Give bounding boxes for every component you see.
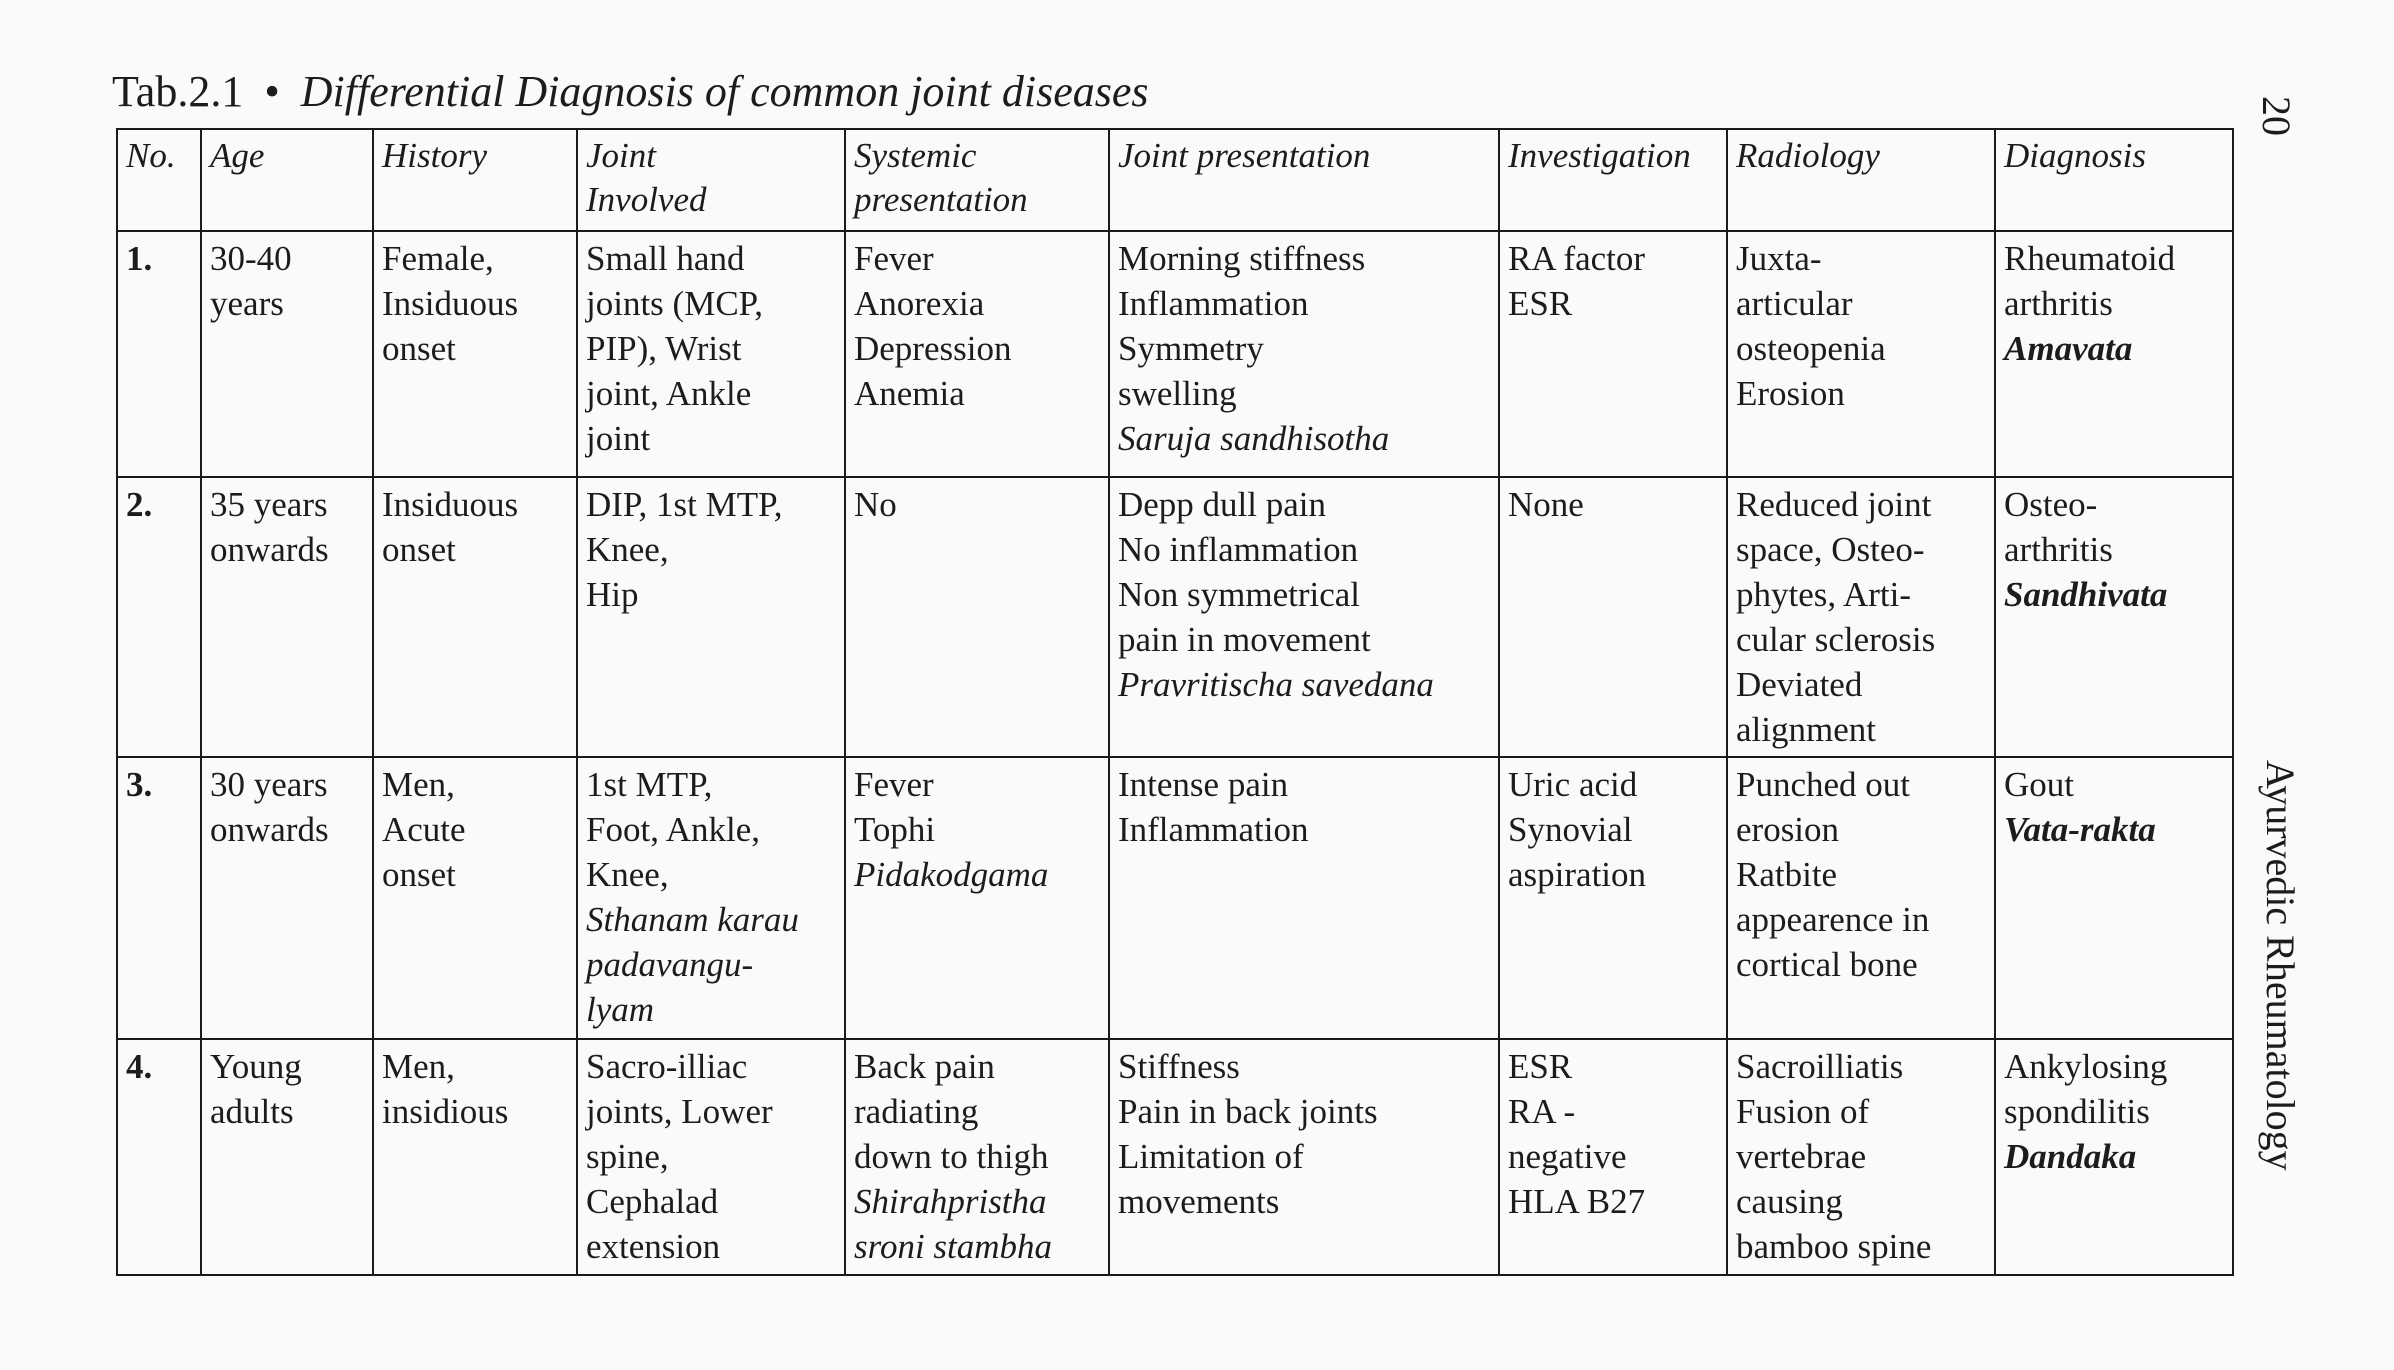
cell-line: Stiffness [1118, 1047, 1240, 1086]
cell-line: Uric acid [1508, 765, 1638, 804]
cell-radiology [1727, 477, 1995, 757]
cell-line: Fusion of [1736, 1092, 1870, 1131]
table-caption [112, 68, 1149, 116]
cell-joint-involved [577, 757, 845, 1039]
cell-no: 4. [117, 1039, 201, 1275]
cell-diagnosis [1995, 231, 2233, 477]
cell-no: 1. [117, 231, 201, 477]
header-label: presentation [854, 180, 1028, 219]
header-label: Involved [586, 180, 707, 219]
cell-line: No [854, 485, 897, 524]
cell-line: onwards [210, 530, 329, 569]
cell-line: Ratbite [1736, 855, 1838, 894]
page-number: 20 [2254, 96, 2299, 136]
cell-line: bamboo spine [1736, 1227, 1932, 1266]
header-joint-presentation [1109, 129, 1499, 231]
cell-line: Sthanam karau [586, 900, 799, 939]
cell-line: insidious [382, 1092, 509, 1131]
header-age [201, 129, 373, 231]
cell-line: alignment [1736, 710, 1876, 749]
cell-line: down to thigh [854, 1137, 1049, 1176]
cell-line: Female, [382, 239, 494, 278]
cell-line: onset [382, 855, 456, 894]
cell-line: sroni stambha [854, 1227, 1053, 1266]
cell-line: Rheumatoid [2004, 239, 2176, 278]
cell-line: pain in movement [1118, 620, 1371, 659]
cell-line: arthritis [2004, 284, 2113, 323]
cell-line: Intense pain [1118, 765, 1289, 804]
cell-systemic-presentation [845, 757, 1109, 1039]
cell-line: causing [1736, 1182, 1843, 1221]
cell-line: erosion [1736, 810, 1840, 849]
cell-line: HLA B27 [1508, 1182, 1646, 1221]
cell-line: Insiduous [382, 485, 519, 524]
cell-line: onwards [210, 810, 329, 849]
cell-age [201, 1039, 373, 1275]
cell-investigation [1499, 477, 1727, 757]
cell-line: negative [1508, 1137, 1627, 1176]
cell-line: None [1508, 485, 1584, 524]
header-label: Radiology [1736, 136, 1880, 175]
cell-line: 30 years [210, 765, 328, 804]
header-label: No. [126, 136, 176, 175]
cell-line: Juxta- [1736, 239, 1822, 278]
cell-line: radiating [854, 1092, 979, 1131]
cell-line: Symmetry [1118, 329, 1264, 368]
table-number: Tab.2.1 [112, 67, 244, 116]
cell-age [201, 231, 373, 477]
cell-radiology [1727, 757, 1995, 1039]
cell-age [201, 757, 373, 1039]
cell-line: Knee, [586, 855, 669, 894]
cell-line: Fever [854, 765, 934, 804]
cell-line: Sacroilliatis [1736, 1047, 1904, 1086]
cell-line: adults [210, 1092, 294, 1131]
header-label: History [382, 136, 487, 175]
cell-line: Insiduous [382, 284, 519, 323]
differential-diagnosis-table [116, 128, 2234, 1276]
cell-line: Inflammation [1118, 810, 1309, 849]
cell-line: Tophi [854, 810, 936, 849]
cell-line: Anorexia [854, 284, 985, 323]
cell-line: articular [1736, 284, 1853, 323]
cell-line: Young [210, 1047, 302, 1086]
cell-line: ESR [1508, 284, 1573, 323]
header-no [117, 129, 201, 231]
cell-line: Men, [382, 1047, 455, 1086]
table-title: Differential Diagnosis of common joint diseases [300, 67, 1149, 116]
cell-line: movements [1118, 1182, 1280, 1221]
cell-line: lyam [586, 990, 655, 1029]
cell-line: swelling [1118, 374, 1237, 413]
cell-joint-presentation [1109, 1039, 1499, 1275]
cell-line: Sacro-illiac [586, 1047, 748, 1086]
cell-line: onset [382, 329, 456, 368]
cell-line: joints, Lower [586, 1092, 773, 1131]
cell-line: aspiration [1508, 855, 1647, 894]
cell-line: cortical bone [1736, 945, 1918, 984]
cell-line: ESR [1508, 1047, 1573, 1086]
cell-diagnosis [1995, 477, 2233, 757]
cell-line: osteopenia [1736, 329, 1886, 368]
running-head: Ayurvedic Rheumatology [2258, 760, 2303, 1171]
cell-line: Fever [854, 239, 934, 278]
ayurvedic-diagnosis: Amavata [2004, 329, 2133, 368]
header-label: Joint presentation [1118, 136, 1371, 175]
cell-line: Reduced joint [1736, 485, 1932, 524]
cell-line: Morning stiffness [1118, 239, 1366, 278]
cell-investigation [1499, 757, 1727, 1039]
cell-line: onset [382, 530, 456, 569]
header-systemic-presentation [845, 129, 1109, 231]
cell-line: Limitation of [1118, 1137, 1304, 1176]
cell-line: joint [586, 419, 651, 458]
header-row [117, 129, 2233, 231]
cell-line: Ankylosing [2004, 1047, 2168, 1086]
cell-line: Deviated [1736, 665, 1863, 704]
cell-line: Gout [2004, 765, 2074, 804]
cell-age [201, 477, 373, 757]
cell-history [373, 757, 577, 1039]
table-row [117, 757, 2233, 1039]
cell-joint-presentation [1109, 757, 1499, 1039]
header-diagnosis [1995, 129, 2233, 231]
header-radiology [1727, 129, 1995, 231]
table-row [117, 231, 2233, 477]
ayurvedic-diagnosis: Vata-rakta [2004, 810, 2156, 849]
cell-line: appearence in [1736, 900, 1930, 939]
cell-line: cular sclerosis [1736, 620, 1936, 659]
cell-line: Osteo- [2004, 485, 2098, 524]
header-label: Investigation [1508, 136, 1691, 175]
cell-systemic-presentation [845, 1039, 1109, 1275]
cell-joint-involved [577, 231, 845, 477]
cell-line: PIP), Wrist [586, 329, 742, 368]
cell-line: Non symmetrical [1118, 575, 1361, 614]
cell-line: Cephalad [586, 1182, 719, 1221]
caption-bullet: • [264, 67, 280, 116]
cell-line: Anemia [854, 374, 965, 413]
cell-joint-presentation [1109, 477, 1499, 757]
cell-radiology [1727, 1039, 1995, 1275]
cell-line: DIP, 1st MTP, [586, 485, 783, 524]
cell-diagnosis [1995, 1039, 2233, 1275]
cell-line: joints (MCP, [586, 284, 763, 323]
cell-line: 30-40 [210, 239, 292, 278]
cell-line: Small hand [586, 239, 745, 278]
table-row [117, 1039, 2233, 1275]
cell-line: Knee, [586, 530, 669, 569]
cell-joint-involved [577, 1039, 845, 1275]
table-row [117, 477, 2233, 757]
header-label: Age [210, 136, 265, 175]
cell-investigation [1499, 231, 1727, 477]
cell-line: RA factor [1508, 239, 1646, 278]
cell-systemic-presentation [845, 231, 1109, 477]
cell-line: vertebrae [1736, 1137, 1867, 1176]
cell-no: 2. [117, 477, 201, 757]
cell-line: Men, [382, 765, 455, 804]
cell-joint-involved [577, 477, 845, 757]
cell-line: Saruja sandhisotha [1118, 419, 1390, 458]
cell-line: Punched out [1736, 765, 1911, 804]
cell-history [373, 1039, 577, 1275]
header-history [373, 129, 577, 231]
header-label: Diagnosis [2004, 136, 2146, 175]
cell-line: Hip [586, 575, 639, 614]
cell-line: Erosion [1736, 374, 1845, 413]
cell-line: spondilitis [2004, 1092, 2150, 1131]
cell-line: extension [586, 1227, 721, 1266]
cell-no: 3. [117, 757, 201, 1039]
cell-line: Depression [854, 329, 1012, 368]
cell-line: 35 years [210, 485, 328, 524]
cell-history [373, 231, 577, 477]
cell-line: arthritis [2004, 530, 2113, 569]
cell-diagnosis [1995, 757, 2233, 1039]
ayurvedic-diagnosis: Dandaka [2004, 1137, 2137, 1176]
header-label: Systemic [854, 136, 977, 175]
cell-joint-presentation [1109, 231, 1499, 477]
cell-systemic-presentation [845, 477, 1109, 757]
header-joint-involved [577, 129, 845, 231]
cell-line: spine, [586, 1137, 669, 1176]
cell-investigation [1499, 1039, 1727, 1275]
cell-line: joint, Ankle [586, 374, 752, 413]
cell-line: Depp dull pain [1118, 485, 1327, 524]
cell-line: padavangu- [586, 945, 754, 984]
cell-line: Shirahpristha [854, 1182, 1047, 1221]
cell-history [373, 477, 577, 757]
header-investigation [1499, 129, 1727, 231]
table-body [117, 231, 2233, 1275]
cell-line: RA - [1508, 1092, 1576, 1131]
cell-line: Pidakodgama [854, 855, 1049, 894]
cell-line: phytes, Arti- [1736, 575, 1911, 614]
cell-line: space, Osteo- [1736, 530, 1925, 569]
cell-line: Foot, Ankle, [586, 810, 761, 849]
cell-line: Acute [382, 810, 466, 849]
cell-radiology [1727, 231, 1995, 477]
cell-line: Pain in back joints [1118, 1092, 1378, 1131]
ayurvedic-diagnosis: Sandhivata [2004, 575, 2168, 614]
cell-line: Inflammation [1118, 284, 1309, 323]
cell-line: Pravritischa savedana [1118, 665, 1434, 704]
cell-line: No inflammation [1118, 530, 1359, 569]
cell-line: 1st MTP, [586, 765, 713, 804]
cell-line: Synovial [1508, 810, 1633, 849]
cell-line: years [210, 284, 284, 323]
cell-line: Back pain [854, 1047, 995, 1086]
header-label: Joint [586, 136, 656, 175]
